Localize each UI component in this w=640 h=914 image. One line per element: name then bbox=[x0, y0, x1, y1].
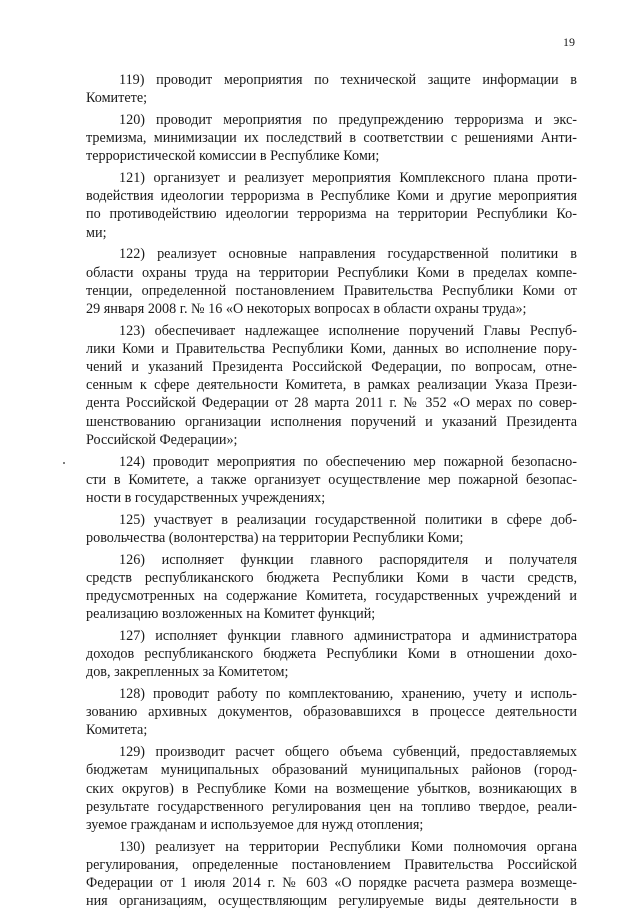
text-line: зованию архивных документов, образовавшихся в процессе деятельности bbox=[86, 704, 577, 721]
text-line: 126) исполняет функции главного распорядителя и получателя bbox=[119, 551, 577, 568]
page-number: 19 bbox=[563, 35, 575, 49]
text-line: предусмотренных на содержание Комитета, государственных учреждений и bbox=[86, 587, 577, 604]
clause-paragraph bbox=[86, 71, 577, 107]
clause-paragraph bbox=[86, 685, 577, 740]
clause-paragraph bbox=[86, 453, 577, 508]
clause-paragraph bbox=[86, 511, 577, 547]
document-body bbox=[86, 71, 577, 914]
text-line: 125) участвует в реализации государственной политики в сфере доб- bbox=[119, 511, 577, 528]
text-line: ми; bbox=[86, 224, 107, 241]
text-line: 124) проводит мероприятия по обеспечению мер пожарной безопасно- bbox=[119, 453, 577, 470]
text-line: реализацию возложенных на Комитет функций; bbox=[86, 606, 376, 623]
clause-paragraph bbox=[86, 111, 577, 166]
clause-paragraph bbox=[86, 743, 577, 834]
text-line: бюджетам муниципальных образований муниципальных районов (город- bbox=[86, 762, 577, 779]
text-line: 122) реализует основные направления государственной политики в bbox=[119, 246, 577, 263]
text-line: 127) исполняет функции главного администратора и администратора bbox=[119, 627, 577, 644]
text-line: 129) производит расчет общего объема субвенций, предоставляемых bbox=[119, 744, 577, 761]
text-line: Комитете; bbox=[86, 90, 148, 107]
text-line: ности в государственных учреждениях; bbox=[86, 489, 326, 506]
text-line: 119) проводит мероприятия по технической защите информации в bbox=[119, 72, 577, 88]
text-line: 130) реализует на территории Республики Коми полномочия органа bbox=[119, 838, 577, 855]
text-line: 121) организует и реализует мероприятия Комплексного плана проти- bbox=[119, 170, 577, 187]
clause-paragraph bbox=[86, 169, 577, 242]
text-line: 123) обеспечивает надлежащее исполнение поручений Главы Респуб- bbox=[119, 322, 577, 339]
text-line: шенствованию организации исполнения поручений и указаний Президента bbox=[86, 413, 577, 430]
text-line: Комитета; bbox=[86, 722, 148, 739]
text-line: результате государственного регулирования цен на топливо твердое, реали- bbox=[86, 798, 577, 815]
text-line: Российской Федерации»; bbox=[86, 431, 238, 448]
text-line: 120) проводит мероприятия по предупреждению терроризма и экс- bbox=[119, 111, 577, 128]
text-line: средств республиканского бюджета Республики Коми в части средств, bbox=[86, 569, 577, 586]
clause-paragraph bbox=[86, 627, 577, 682]
clause-paragraph bbox=[86, 322, 577, 449]
clause-paragraph bbox=[86, 245, 577, 318]
clause-paragraph bbox=[86, 551, 577, 624]
text-line: тремизма, минимизации их последствий в соответствии с решениями Анти- bbox=[86, 130, 577, 147]
text-line: зуемое гражданам и используемое для нужд отопления; bbox=[86, 816, 424, 833]
text-line: сенным к сфере деятельности Комитета, в рамках реализации Указа Прези- bbox=[86, 377, 577, 394]
text-line: 128) проводит работу по комплектованию, хранению, учету и исполь- bbox=[119, 686, 577, 702]
text-line: ровольчества (волонтерства) на территории Республики Коми; bbox=[86, 529, 464, 546]
text-line: тенции, определенной постановлением Правительства Республики Коми от bbox=[86, 282, 577, 299]
text-line: ских округов) в Республике Коми на возмещение убытков, возникающих в bbox=[86, 780, 577, 797]
text-line: по противодействию идеологии терроризма на территории Республики Ко- bbox=[86, 206, 577, 223]
text-line: ния организациям, осуществляющим регулируемые виды деятельности в bbox=[86, 893, 577, 910]
text-line: Федерации от 1 июля 2014 г. № 603 «О порядке расчета размера возмеще- bbox=[86, 875, 577, 892]
text-line: дента Российской Федерации от 28 марта 2011 г. № 352 «О мерах по совер- bbox=[86, 395, 577, 412]
text-line: дов, закрепленных за Комитетом; bbox=[86, 664, 289, 681]
text-line: области охраны труда на территории Республики Коми в пределах компе- bbox=[86, 264, 577, 281]
clause-paragraph bbox=[86, 838, 577, 911]
margin-mark bbox=[63, 462, 65, 464]
text-line: 29 января 2008 г. № 16 «О некоторых вопросах в области охраны труда»; bbox=[86, 300, 527, 317]
text-line: доходов республиканского бюджета Республики Коми в отношении дохо- bbox=[86, 646, 577, 663]
text-line: водействия идеологии терроризма в Республике Коми и другие мероприятия bbox=[86, 188, 577, 205]
text-line: сти в Комитете, а также организует осуществление мер пожарной безопас- bbox=[86, 471, 577, 488]
text-line: чений и указаний Президента Российской Федерации, по вопросам, отне- bbox=[86, 359, 577, 376]
text-line: регулирования, определенные постановлением Правительства Российской bbox=[86, 856, 577, 873]
text-line: лики Коми и Правительства Республики Коми, данных во исполнение пору- bbox=[86, 340, 577, 357]
text-line: террористической комиссии в Республике Коми; bbox=[86, 148, 380, 165]
